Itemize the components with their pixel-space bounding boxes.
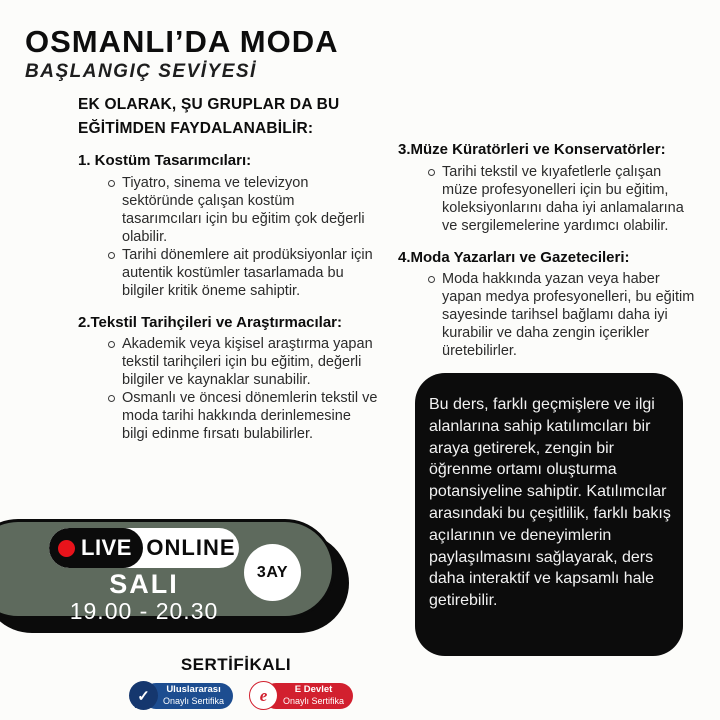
list-item: Moda hakkında yazan veya haber yapan medya profesyonelleri, bu eğitim sayesinde tarihsel bağlamı daha iyi kurabilir ve daha zengin içerikler üretebilirler. — [442, 270, 698, 360]
badge-subtitle: Onaylı Sertifika — [283, 695, 345, 706]
badge-edevlet-certificate — [249, 681, 353, 710]
page-title: OSMANLI’DA MODA — [25, 24, 339, 59]
schedule-day: SALI — [109, 569, 179, 599]
group-list-3 — [398, 163, 698, 235]
group-list-1 — [78, 174, 378, 300]
group-list-2 — [78, 335, 378, 443]
schedule-time: 19.00 - 20.30 — [69, 598, 219, 624]
live-dot-icon — [58, 540, 75, 557]
column-left — [78, 151, 378, 456]
list-item: Osmanlı ve öncesi dönemlerin tekstil ve moda tarihi hakkında derinlemesine bilgi edinme fırsatı bulabilirler. — [122, 390, 378, 442]
badge-title: Uluslararası — [166, 684, 221, 696]
schedule-capsule — [0, 519, 335, 624]
live-label: LIVE — [81, 535, 132, 560]
list-item: Akademik veya kişisel araştırma yapan tekstil tarihçileri için bu eğitim, değerli bilgiler ve kaynaklar sunabilir. — [122, 335, 378, 389]
group-heading-3: 3.Müze Küratörleri ve Konservatörler: — [398, 141, 666, 158]
online-label: ONLINE — [146, 535, 236, 560]
group-heading-4: 4.Moda Yazarları ve Gazetecileri: — [398, 248, 630, 266]
certification-badges — [129, 681, 353, 710]
certification-heading: SERTİFİKALI — [180, 655, 292, 674]
column-right — [398, 140, 698, 373]
badge-international-certificate — [129, 681, 233, 710]
page-subtitle: BAŞLANGIÇ SEVİYESİ — [25, 61, 257, 82]
intro-heading: EK OLARAK, ŞU GRUPLAR DA BU EĞİTİMDEN FAYDALANABİLİR: — [78, 96, 340, 138]
online-badge — [143, 528, 239, 568]
duration-badge — [244, 544, 301, 601]
note-box — [415, 373, 683, 656]
group-heading-1: 1. Kostüm Tasarımcıları: — [78, 152, 252, 169]
edevlet-logo-icon: e — [249, 681, 278, 710]
badge-subtitle: Onaylı Sertifika — [163, 695, 225, 706]
group-heading-2: 2.Tekstil Tarihçileri ve Araştırmacılar: — [78, 313, 343, 331]
note-text: Bu ders, farklı geçmişlere ve ilgi alanlarına sahip katılımcıları bir araya getirerek, zengin bir öğrenme ortamı oluşturma potansiyeline sahiptir. Katılımcılar arasındaki bu çeşitlilik, farklı bakış açılarının ve deneyimlerin paylaşılmasını sağlayarak, ders daha interaktif ve kapsamlı hale getirebilir. — [429, 396, 671, 610]
badge-title: E Devlet — [294, 684, 333, 696]
list-item: Tiyatro, sinema ve televizyon sektöründe çalışan kostüm tasarımcıları için bu eğitim çok değerli olabilir. — [122, 174, 378, 246]
duration-label: 3AY — [256, 563, 289, 581]
live-online-pill — [49, 528, 239, 568]
live-badge — [49, 528, 143, 568]
list-item: Tarihi tekstil ve kıyafetlerle çalışan müze profesyonelleri için bu eğitim, koleksiyonlarını daha iyi anlamalarına ve sergilemelerine yardımcı olabilir. — [442, 163, 698, 235]
check-icon: ✓ — [129, 681, 158, 710]
list-item: Tarihi dönemlere ait prodüksiyonlar için autentik kostümler tasarlamada bu bilgiler kritik öneme sahiptir. — [122, 246, 378, 300]
group-list-4 — [398, 270, 698, 360]
